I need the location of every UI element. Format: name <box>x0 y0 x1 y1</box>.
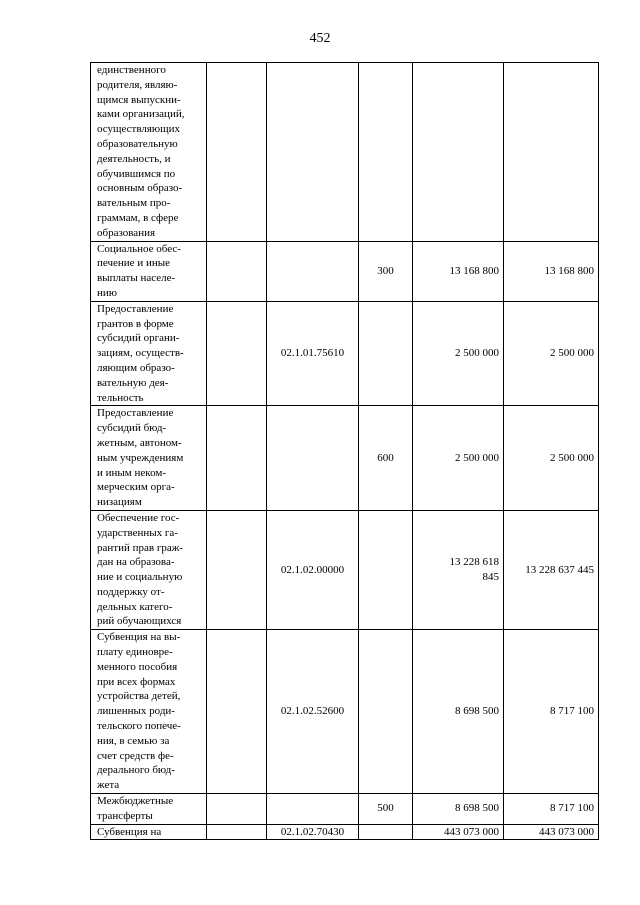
row-type <box>359 630 413 794</box>
row-description: Предоставление субсидий бюд- жетным, автоном- ным учреждениям и иным неком- мерческим орга- низациям <box>91 406 207 511</box>
table-row <box>91 510 599 629</box>
row-code: 02.1.02.52600 <box>267 630 359 794</box>
row-type: 500 <box>359 794 413 825</box>
row-description: Межбюджетные трансферты <box>91 794 207 825</box>
row-code: 02.1.02.70430 <box>267 824 359 840</box>
row-col2 <box>207 406 267 511</box>
row-type <box>359 824 413 840</box>
table-row <box>91 63 599 242</box>
row-amount-2: 13 228 637 445 <box>504 510 599 629</box>
row-amount-2: 2 500 000 <box>504 301 599 406</box>
row-col2 <box>207 510 267 629</box>
row-amount-2: 13 168 800 <box>504 241 599 301</box>
row-type <box>359 63 413 242</box>
row-amount-1: 2 500 000 <box>413 301 504 406</box>
row-code <box>267 241 359 301</box>
row-col2 <box>207 301 267 406</box>
row-amount-1: 13 228 618 845 <box>413 510 504 629</box>
table-row <box>91 241 599 301</box>
row-type <box>359 301 413 406</box>
table-row <box>91 630 599 794</box>
table-row <box>91 406 599 511</box>
row-amount-2: 443 073 000 <box>504 824 599 840</box>
row-col2 <box>207 630 267 794</box>
row-description: Обеспечение гос- ударственных га- рантий прав граж- дан на образова- ние и социальную поддержку от- дельных катего- рий обучающихся <box>91 510 207 629</box>
row-amount-2: 2 500 000 <box>504 406 599 511</box>
row-amount-2: 8 717 100 <box>504 630 599 794</box>
row-col2 <box>207 794 267 825</box>
table-row <box>91 794 599 825</box>
table-row <box>91 301 599 406</box>
row-type: 300 <box>359 241 413 301</box>
row-amount-1: 8 698 500 <box>413 794 504 825</box>
row-description: Социальное обес- печение и иные выплаты населе- нию <box>91 241 207 301</box>
table-row <box>91 824 599 840</box>
row-code <box>267 63 359 242</box>
row-description: единственного родителя, являю- щимся выпускни- ками организаций, осуществляющих образовательную деятельность, и обучившимся по основным образо- вательным про- граммам, в сфере образования <box>91 63 207 242</box>
row-type: 600 <box>359 406 413 511</box>
row-amount-1: 13 168 800 <box>413 241 504 301</box>
row-col2 <box>207 63 267 242</box>
row-amount-1: 2 500 000 <box>413 406 504 511</box>
row-type <box>359 510 413 629</box>
row-col2 <box>207 824 267 840</box>
row-amount-2 <box>504 63 599 242</box>
row-code: 02.1.02.00000 <box>267 510 359 629</box>
row-amount-1: 443 073 000 <box>413 824 504 840</box>
row-code <box>267 794 359 825</box>
row-code <box>267 406 359 511</box>
row-amount-1 <box>413 63 504 242</box>
row-description: Субвенция на вы- плату единовре- менного пособия при всех формах устройства детей, лишенных роди- тельского попече- ния, в семью за счет средств фе- дерального бюд- жета <box>91 630 207 794</box>
row-col2 <box>207 241 267 301</box>
row-amount-1: 8 698 500 <box>413 630 504 794</box>
row-code: 02.1.01.75610 <box>267 301 359 406</box>
budget-table <box>90 62 599 840</box>
row-description: Предоставление грантов в форме субсидий органи- зациям, осуществ- ляющим образо- вательную дея- тельность <box>91 301 207 406</box>
row-description: Субвенция на <box>91 824 207 840</box>
row-amount-2: 8 717 100 <box>504 794 599 825</box>
page-number: 452 <box>309 31 331 46</box>
